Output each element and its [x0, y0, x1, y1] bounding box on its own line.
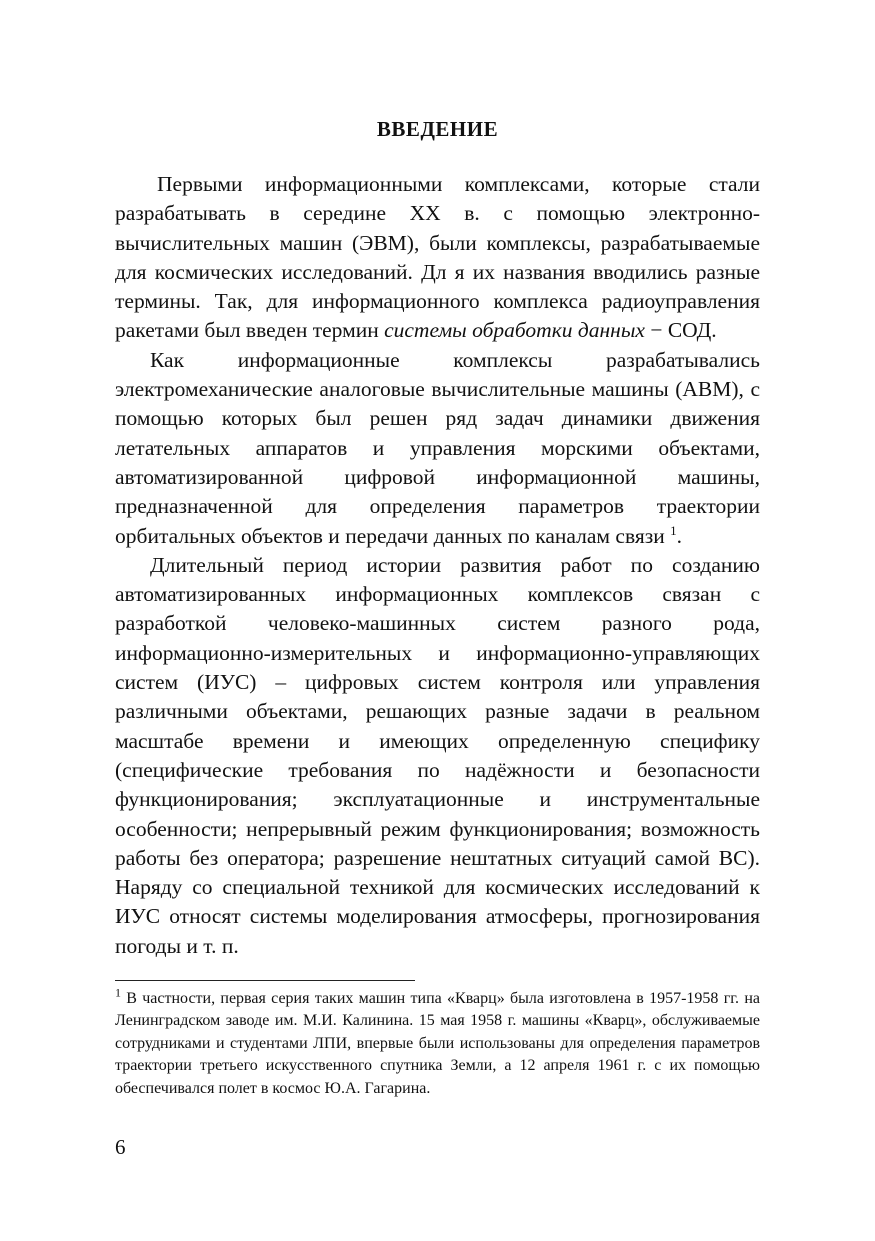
footnote-mark: 1 — [115, 985, 121, 1000]
paragraph-2-end: . — [676, 523, 682, 548]
paragraph-1-end: − СОД. — [644, 318, 717, 343]
paragraph-1-term: системы обработки данных — [384, 318, 645, 343]
page-number: 6 — [115, 1135, 126, 1159]
footnote-divider — [115, 980, 415, 981]
main-text — [115, 170, 760, 961]
paragraph-3-text: Длительный период истории развития работ по созданию автоматизированных информационных комплексов связан с разработкой человеко-машинных систем разного рода, информационно-измерительных и информационно-управляющих систем (ИУС) – цифровых систем контроля или управления различными объектами, решающих разные задачи в реальном масштабе времени и имеющих определенную специфику (специфические требования по надёжности и безопасности функционирования; эксплуатационные и инструментальные особенности; непрерывный режим функционирования; возможность работы без оператора; разрешение нештатных ситуаций самой ВС). Наряду со специальной техникой для космических исследований к ИУС относят системы моделирования атмосферы, прогнозирования погоды и т. п. — [115, 552, 760, 958]
paragraph-1 — [115, 170, 760, 346]
footnote-text: В частности, первая серия таких машин типа «Кварц» была изготовлена в 1957-1958 гг. на Ленинградском заводе им. М.И. Калинина. 15 мая 1958 г. машины «Кварц», обслуживаемые сотрудниками и студентами ЛПИ, впервые были использованы для определения параметров траектории третьего искусственного спутника Земли, а 12 апреля 1961 г. с их помощью обеспечивался полет в космос Ю.А. Гагарина. — [115, 990, 760, 1097]
paragraph-2 — [115, 346, 760, 551]
page-title: ВВЕДЕНИЕ — [376, 117, 499, 141]
footnote-reference[interactable]: 1 — [670, 522, 677, 538]
paragraph-1-text: Первыми информационными комплексами, которые стали разрабатывать в середине XX в. с помощью электронно-вычислительных машин (ЭВМ), были комплексы, разрабатываемые для космических исследований. Дл я их названия вводились разные термины. Так, для информационного комплекса радиоуправления ракетами был введен термин — [115, 172, 760, 343]
paragraph-3 — [115, 551, 760, 961]
paragraph-2-text: Как информационные комплексы разрабатывались электромеханические аналоговые вычислительные машины (АВМ), с помощью которых был решен ряд задач динамики движения летательных аппаратов и управления морскими объектами, автоматизированной цифровой информационной машины, предназначенной для определения параметров траектории орбитальных объектов и передачи данных по каналам связи — [115, 347, 760, 548]
footnote — [115, 985, 760, 1100]
